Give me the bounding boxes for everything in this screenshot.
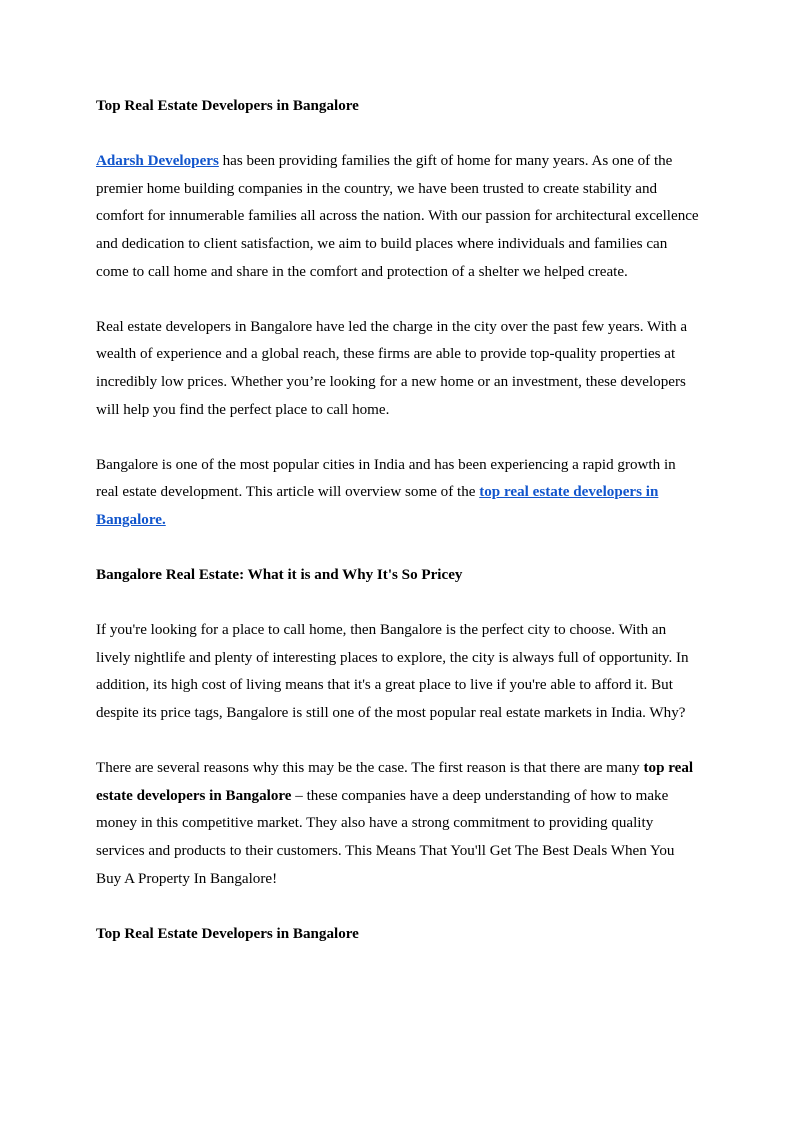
spacer (96, 535, 700, 563)
spacer (96, 424, 700, 452)
spacer (96, 728, 700, 756)
reasons-bold-phrase: top real estate developers in Bangalore (96, 760, 694, 804)
reasons-paragraph (96, 755, 700, 893)
closing-heading: Top Real Estate Developers in Bangalore (96, 925, 359, 942)
developers-paragraph: Real estate developers in Bangalore have led the charge in the city over the past few years. With a wealth of experience and a global reach, these firms are able to provide top-quality properties at incredibly low prices. Whether you’re looking for a new home or an investment, these developers will help you find the perfect place to call home. (96, 318, 688, 418)
city-paragraph: If you're looking for a place to call home, then Bangalore is the perfect city to choose. With an lively nightlife and plenty of interesting places to explore, the city is always full of opportunity. In addition, its high cost of living means that it's a great place to live if you're able to afford it. But despite its price tags, Bangalore is still one of the most popular real estate markets in India. Why? (96, 622, 689, 722)
spacer (96, 286, 700, 314)
spacer (96, 590, 700, 618)
document-body (96, 93, 700, 948)
spacer (96, 893, 700, 921)
overview-paragraph (96, 452, 700, 535)
page-title: Top Real Estate Developers in Bangalore (96, 98, 359, 114)
intro-paragraph (96, 148, 700, 286)
top-developers-link[interactable]: top real estate developers in Bangalore. (96, 484, 659, 528)
overview-text: Bangalore is one of the most popular cities in India and has been experiencing a rapid growth in real estate development. This article will overview some of the (96, 456, 676, 501)
adarsh-developers-link[interactable]: Adarsh Developers (96, 153, 219, 170)
intro-text: has been providing families the gift of home for many years. As one of the premier home building companies in the country, we have been trusted to create stability and comfort for innumerable families all across the nation. With our passion for architectural excellence and dedication to client satisfaction, we aim to build places where individuals and families can come to call home and share in the comfort and protection of a shelter we helped create. (96, 153, 699, 280)
section-heading: Bangalore Real Estate: What it is and Why It's So Pricey (96, 567, 463, 584)
reasons-text-after: – these companies have a deep understanding of how to make money in this competitive market. They also have a strong commitment to providing quality services and products to their customers. This Means That You'll Get The Best Deals When You Buy A Property In Bangalore! (96, 787, 675, 887)
spacer (96, 121, 700, 149)
reasons-text-before: There are several reasons why this may be the case. The first reason is that there are many (96, 760, 644, 777)
